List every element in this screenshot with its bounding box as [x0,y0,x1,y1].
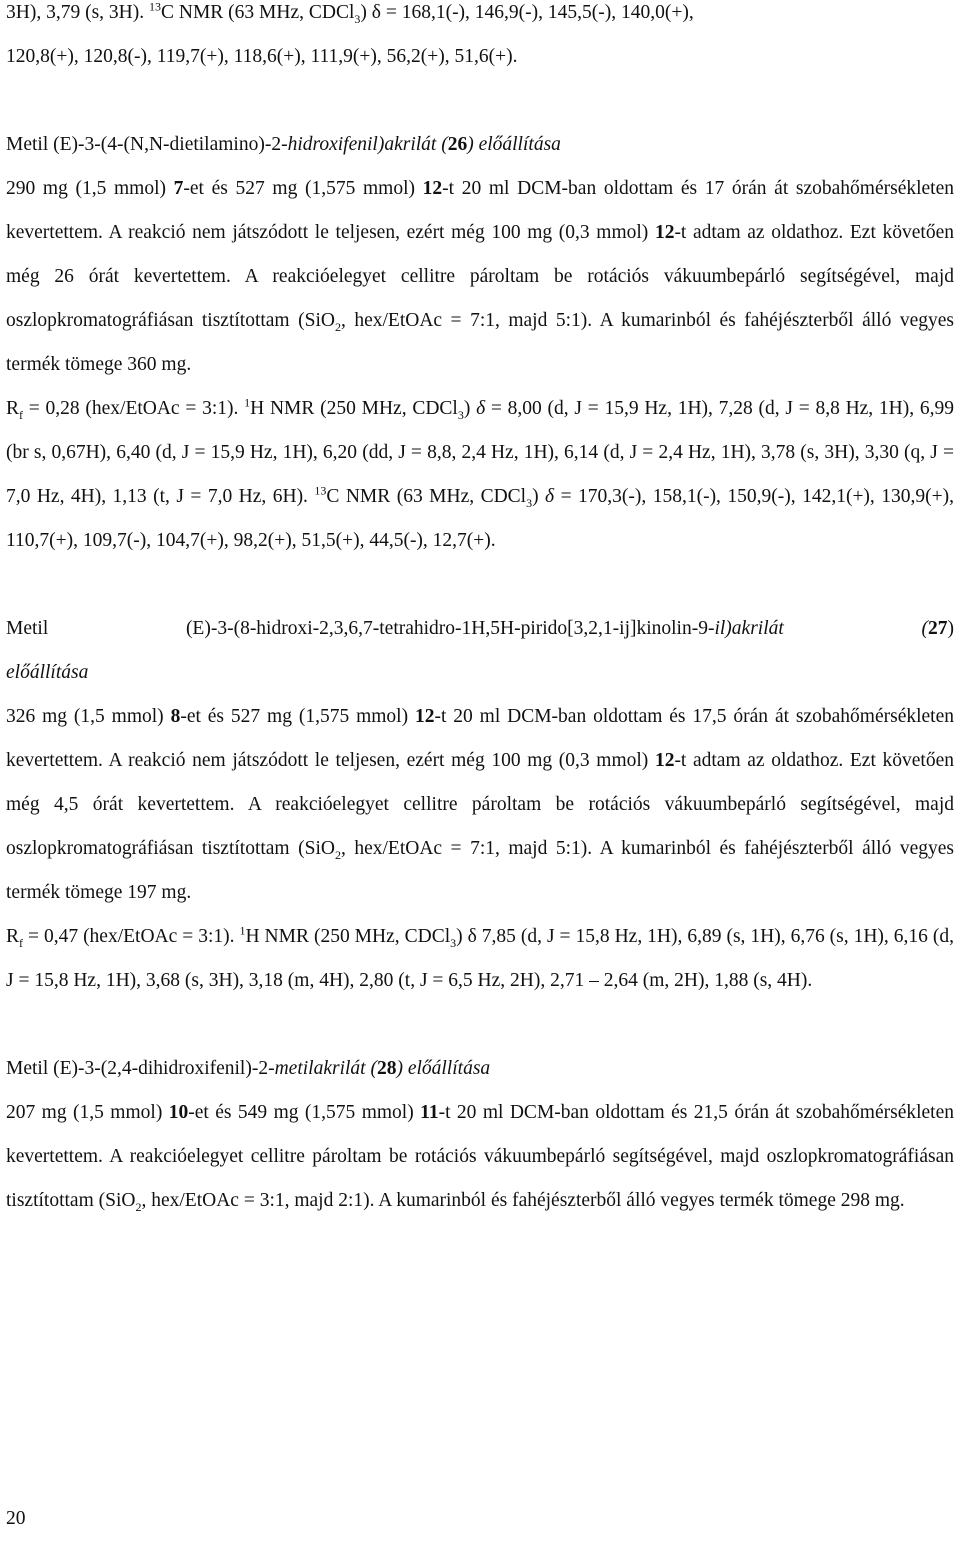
document-page [6,0,954,1223]
procedure-paragraph-27: 326 mg (1,5 mmol) 8-et és 527 mg (1,575 mmol) 12-t 20 ml DCM-ban oldottam és 17,5 órán át szobahőmérsékleten kevertettem. A reakció nem játszódott le teljesen, ezért még 100 mg (0,3 mmol) 12-t adtam az oldathoz. Ezt követően még 4,5 órát kevertettem. A reakcióelegyet cellitre pároltam be rotációs vákuumbepárló segítségével, majd oszlopkromatográfiásan tisztítottam (SiO$_2$, hex/EtOAc = 7:1, majd 5:1). A kumarinból és fahéjészterből álló vegyes termék tömege 197 mg. [6,706,955,903]
procedure-paragraph-28: 207 mg (1,5 mmol) 10-et és 549 mg (1,575 mmol) 11-t 20 ml DCM-ban oldottam és 21,5 órán át szobahőmérsékleten kevertettem. A reakcióelegyet cellitre pároltam be rotációs vákuumbepárló segítségével, majd oszlopkromatográfiásan tisztítottam (SiO$_2$, hex/EtOAc = 3:1, majd 2:1). A kumarinból és fahéjészterből álló vegyes termék tömege 298 mg. [6,1102,954,1214]
characterization-27: $R_f = 0,47$ (hex/EtOAc = 3:1). $^1$H NMR (250 MHz, CDCl$_3$) δ 7,85 (d, J = 15,8 Hz, 1H), 6,89 (s, 1H), 6,76 (s, 1H), 6,16 (d, J = 15,8 Hz, 1H), 3,68 (s, 3H), 3,18 (m, 4H), 2,80 (t, J = 6,5 Hz, 2H), 2,71 – 2,64 (m, 2H), 1,88 (s, 4H). [6,923,955,991]
nmr-continuation: 3H), 3,79 (s, 3H). $^{13}$C NMR (63 MHz, CDCl$_3$) δ = 168,1(-), 146,9(-), 145,5(-), 140,0(+), 120,8(+), 120,8(-), 119,7(+), 118,6(+), 111,9(+), 56,2(+), 51,6(+). [6,0,694,67]
section-title-28: Metil (E)-3-(2,4-dihidroxifenil)-2-metilakrilát (28) előállítása [6,1058,491,1079]
procedure-paragraph-26: 290 mg (1,5 mmol) 7-et és 527 mg (1,575 mmol) 12-t 20 ml DCM-ban oldottam és 17 órán át szobahőmérsékleten kevertettem. A reakció nem játszódott le teljesen, ezért még 100 mg (0,3 mmol) 12-t adtam az oldathoz. Ezt követően még 26 órát kevertettem. A reakcióelegyet cellitre pároltam be rotációs vákuumbepárló segítségével, majd oszlopkromatográfiásan tisztítottam (SiO$_2$, hex/EtOAc = 7:1, majd 5:1). A kumarinból és fahéjészterből álló vegyes termék tömege 360 mg. [6,178,955,375]
characterization-26: $R_f = 0,28$ (hex/EtOAc = 3:1). $^1$H NMR (250 MHz, CDCl$_3$) δ = 8,00 (d, J = 15,9 Hz, 1H), 7,28 (d, J = 8,8 Hz, 1H), 6,99 (br s, 0,67H), 6,40 (d, J = 15,9 Hz, 1H), 6,20 (dd, J = 8,8, 2,4 Hz, 1H), 6,14 (d, J = 2,4 Hz, 1H), 3,78 (s, 3H), 3,30 (q, J = 7,0 Hz, 4H), 1,13 (t, J = 7,0 Hz, 6H). $^{13}$C NMR (63 MHz, CDCl$_3$) δ = 170,3(-), 158,1(-), 150,9(-), 142,1(+), 130,9(+), 110,7(+), 109,7(-), 104,7(+), 98,2(+), 51,5(+), 44,5(-), 12,7(+). [6,395,954,551]
section-title-26: Metil (E)-3-(4-(N,N-dietilamino)-2-hidroxifenil)akrilát (26) előállítása [6,134,561,155]
section-title-27-line2: előállítása [6,662,89,683]
page-number: 20 [6,1508,26,1529]
section-title-27: Metil (E)-3-(8-hidroxi-2,3,6,7-tetrahidro-1H,5H-pirido[3,2,1-ij]kinolin-9-il)akrilát (27) [6,618,954,639]
